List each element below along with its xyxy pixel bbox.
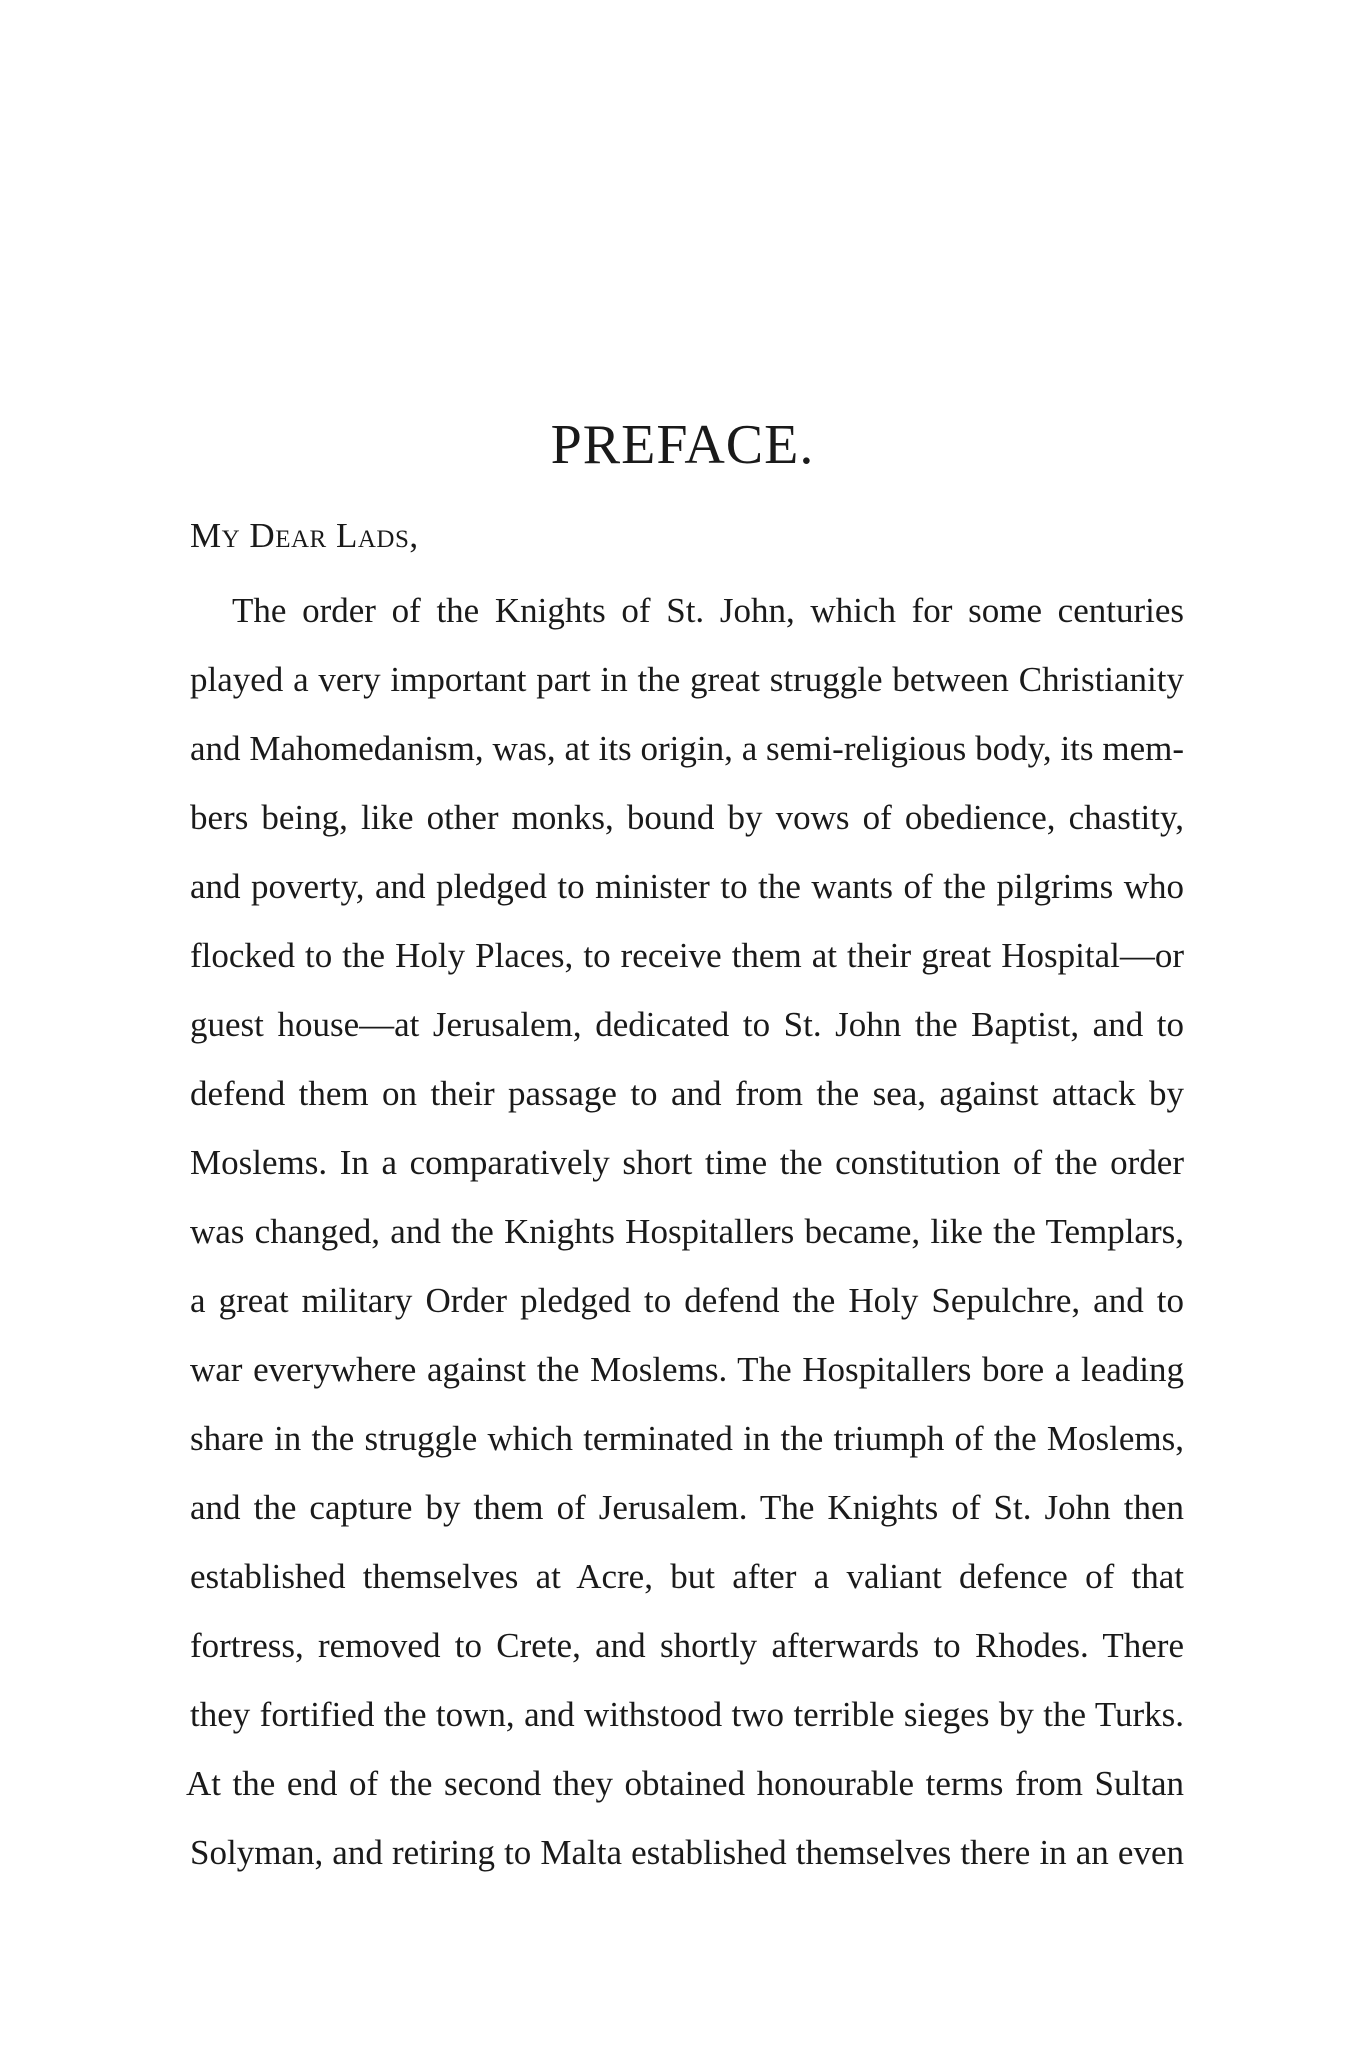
body-line: and the capture by them of Jerusalem. The Knights of St. John then bbox=[190, 1488, 1184, 1527]
body-line: fortress, removed to Crete, and shortly afterwards to Rhodes. There bbox=[190, 1626, 1184, 1665]
body-line: share in the struggle which terminated in the triumph of the Moslems, bbox=[190, 1419, 1184, 1458]
body-line: guest house—at Jerusalem, dedicated to St. John the Baptist, and to bbox=[190, 1005, 1184, 1044]
body-line: Solyman, and retiring to Malta established themselves there in an even bbox=[190, 1833, 1184, 1872]
body-line: bers being, like other monks, bound by vows of obedience, chastity, bbox=[190, 798, 1184, 837]
body-line: and Mahomedanism, was, at its origin, a semi-religious body, its mem- bbox=[190, 729, 1184, 768]
body-line: war everywhere against the Moslems. The Hospitallers bore a leading bbox=[190, 1350, 1184, 1389]
body-line: The order of the Knights of St. John, which for some centuries bbox=[232, 591, 1184, 630]
body-line: and poverty, and pledged to minister to the wants of the pilgrims who bbox=[190, 867, 1184, 906]
body-line: defend them on their passage to and from the sea, against attack by bbox=[190, 1074, 1184, 1113]
body-line: they fortified the town, and withstood two terrible sieges by the Turks. bbox=[190, 1695, 1184, 1734]
body-line: At the end of the second they obtained honourable terms from Sultan bbox=[186, 1764, 1184, 1803]
preface-body bbox=[186, 576, 1184, 1887]
body-line: was changed, and the Knights Hospitallers became, like the Templars, bbox=[190, 1212, 1184, 1251]
page-title: PREFACE. bbox=[550, 414, 815, 476]
body-line: Moslems. In a comparatively short time the constitution of the order bbox=[190, 1143, 1184, 1182]
body-line: played a very important part in the great struggle between Christianity bbox=[190, 660, 1184, 699]
body-line: flocked to the Holy Places, to receive them at their great Hospital—or bbox=[190, 936, 1184, 975]
body-line: established themselves at Acre, but after a valiant defence of that bbox=[190, 1557, 1184, 1596]
body-line: a great military Order pledged to defend the Holy Sepulchre, and to bbox=[190, 1281, 1184, 1320]
salutation: My Dear Lads, bbox=[190, 516, 419, 555]
